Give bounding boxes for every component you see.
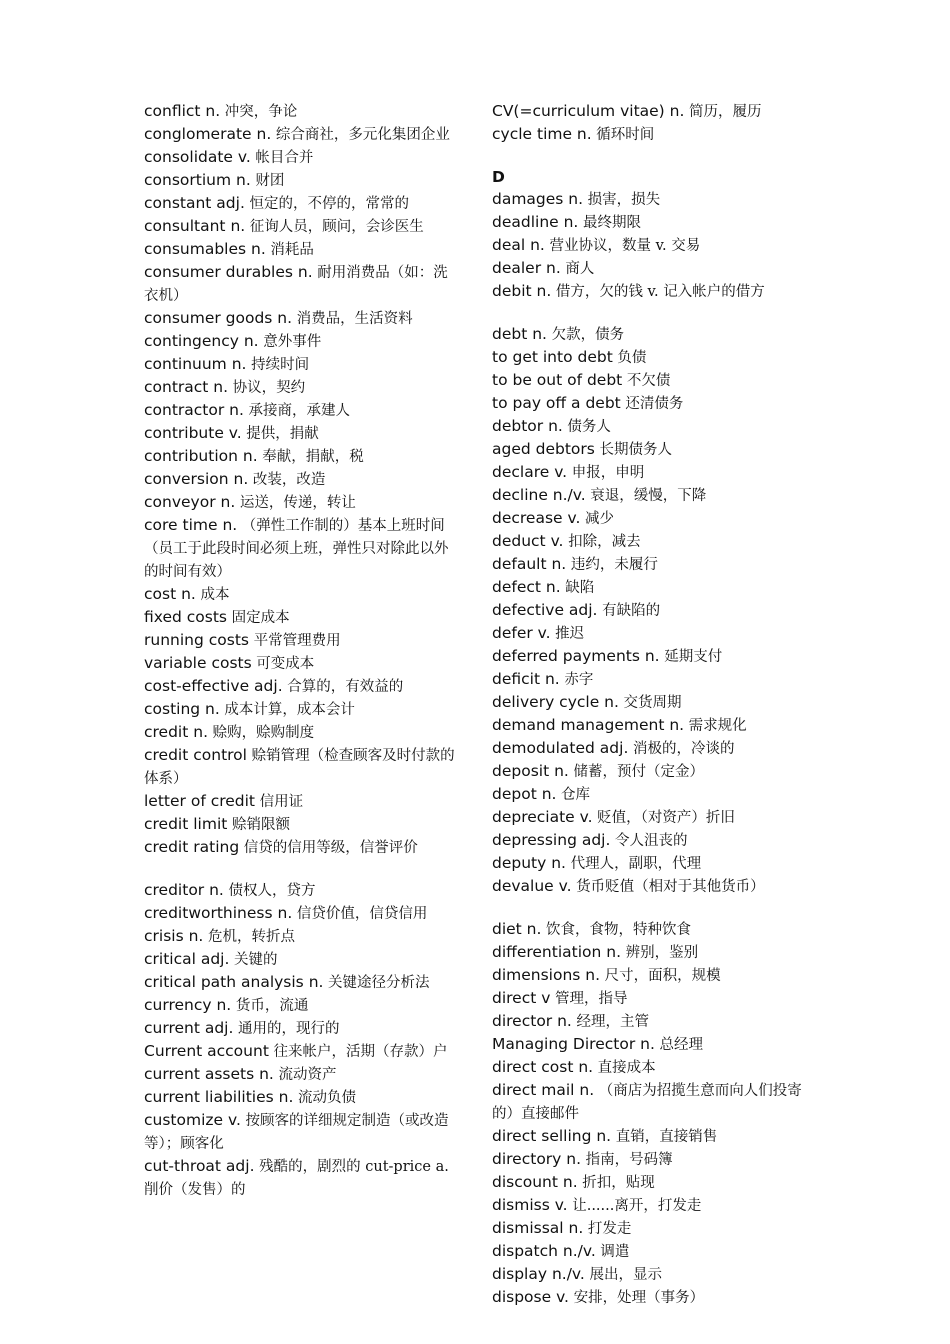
entry-definition: 安排，处理（事务）	[568, 1290, 705, 1306]
entry-definition: 延期支付	[659, 649, 723, 665]
entry-term: consumer durables n.	[144, 263, 313, 281]
entry-term: critical path analysis n.	[144, 973, 324, 991]
entry-term: deputy n.	[492, 854, 566, 872]
entry-term: decrease v.	[492, 509, 581, 527]
entry-term: CV(=curriculum vitae) n.	[492, 102, 685, 120]
glossary-entry	[492, 622, 812, 645]
entry-definition: 赤字	[559, 672, 594, 688]
entry-term: conflict n.	[144, 102, 221, 120]
glossary-entry	[492, 280, 812, 303]
glossary-entry	[492, 918, 812, 941]
glossary-entry	[492, 714, 812, 737]
glossary-entry	[492, 346, 812, 369]
entry-definition: 持续时间	[246, 357, 310, 373]
glossary-entry	[144, 491, 462, 514]
section-heading: D	[492, 168, 505, 186]
glossary-entry	[492, 1033, 812, 1056]
entry-term: deposit n.	[492, 762, 569, 780]
entry-term: differentiation n.	[492, 943, 622, 961]
entry-term: creditor n.	[144, 881, 224, 899]
entry-definition: 展出，显示	[584, 1267, 662, 1283]
entry-term: deadline n.	[492, 213, 579, 231]
glossary-entry	[144, 879, 462, 902]
paragraph-spacer	[492, 303, 812, 323]
entry-definition: 直接成本	[593, 1060, 656, 1076]
glossary-entry	[144, 146, 462, 169]
glossary-entry	[144, 1040, 462, 1063]
glossary-entry	[144, 744, 462, 790]
glossary-entry	[144, 813, 462, 836]
entry-term: deduct v.	[492, 532, 564, 550]
entry-definition: 调遣	[595, 1244, 630, 1260]
glossary-entry	[492, 668, 812, 691]
entry-definition: 帐目合并	[250, 150, 314, 166]
entry-term: constant adj.	[144, 194, 245, 212]
entry-term: creditworthiness n.	[144, 904, 293, 922]
entry-term: contribute v.	[144, 424, 242, 442]
entry-term: deferred payments n.	[492, 647, 660, 665]
glossary-entry	[492, 783, 812, 806]
glossary-entry	[492, 737, 812, 760]
entry-term: customize v.	[144, 1111, 241, 1129]
entry-term: current adj.	[144, 1019, 234, 1037]
entry-term: depressing adj.	[492, 831, 611, 849]
entry-definition: 残酷的，剧烈的 cut-price a. 削价（发售）的	[144, 1159, 449, 1198]
entry-term: consortium n.	[144, 171, 251, 189]
entry-definition: 营业协议，数量 v. 交易	[544, 238, 701, 254]
entry-definition: （商店为招揽生意而向人们投寄的）直接邮件	[492, 1083, 802, 1122]
entry-term: dismiss v.	[492, 1196, 568, 1214]
entry-term: dimensions n.	[492, 966, 601, 984]
entry-definition: 交货周期	[618, 695, 682, 711]
glossary-entry	[144, 123, 462, 146]
entry-definition: 欠款，债务	[546, 327, 625, 343]
entry-definition: 需求规化	[684, 718, 747, 734]
entry-term: declare v.	[492, 463, 568, 481]
entry-term: consultant n.	[144, 217, 246, 235]
entry-term: cycle time n.	[492, 125, 592, 143]
entry-term: consolidate v.	[144, 148, 251, 166]
glossary-entry	[492, 964, 812, 987]
glossary-entry	[492, 323, 812, 346]
entry-definition: 消耗品	[265, 242, 314, 258]
entry-definition: 商人	[560, 261, 595, 277]
glossary-entry	[144, 948, 462, 971]
entry-term: conversion n.	[144, 470, 249, 488]
entry-definition: 固定成本	[227, 610, 290, 626]
entry-term: demodulated adj.	[492, 739, 629, 757]
glossary-entry	[144, 100, 462, 123]
entry-definition: 消极的，冷谈的	[628, 741, 735, 757]
entry-definition: 意外事件	[258, 334, 322, 350]
entry-definition: 打发走	[583, 1221, 632, 1237]
entry-definition: 信贷价值，信贷信用	[292, 906, 428, 922]
entry-definition: 推迟	[550, 626, 585, 642]
glossary-entry	[144, 353, 462, 376]
entry-term: consumables n.	[144, 240, 266, 258]
glossary-entry	[492, 760, 812, 783]
entry-term: dispatch n./v.	[492, 1242, 596, 1260]
glossary-entry	[144, 514, 462, 583]
entry-term: deal n.	[492, 236, 545, 254]
glossary-entry	[492, 806, 812, 829]
left-column	[144, 100, 462, 1201]
entry-definition: 危机，转折点	[203, 929, 295, 945]
entry-definition: 管理，指导	[550, 991, 628, 1007]
entry-definition: 成本计算，成本会计	[219, 702, 355, 718]
entry-term: Current account	[144, 1042, 269, 1060]
entry-definition: 经理，主管	[571, 1014, 649, 1030]
glossary-entry	[492, 941, 812, 964]
entry-term: to be out of debt	[492, 371, 623, 389]
glossary-entry	[144, 721, 462, 744]
glossary-entry	[144, 261, 462, 307]
glossary-entry	[144, 307, 462, 330]
entry-definition: （弹性工作制的）基本上班时间（员工于此段时间必须上班，弹性只对除此以外的时间有效）	[144, 518, 449, 580]
entry-definition: 承接商，承建人	[243, 403, 351, 419]
entry-term: continuum n.	[144, 355, 247, 373]
entry-term: to pay off a debt	[492, 394, 621, 412]
entry-term: demand management n.	[492, 716, 685, 734]
entry-term: depot n.	[492, 785, 557, 803]
entry-definition: 信贷的信用等级，信誉评价	[239, 840, 418, 856]
entry-definition: 综合商社，多元化集团企业	[271, 127, 450, 143]
entry-definition: 饮食，食物，特种饮食	[541, 922, 692, 938]
entry-term: delivery cycle n.	[492, 693, 619, 711]
entry-term: contractor n.	[144, 401, 244, 419]
entry-definition: 赊销管理（检查顾客及时付款的体系）	[144, 748, 455, 787]
glossary-entry	[144, 925, 462, 948]
entry-term: to get into debt	[492, 348, 613, 366]
entry-definition: 仓库	[556, 787, 591, 803]
paragraph-spacer	[492, 898, 812, 918]
glossary-entry	[492, 257, 812, 280]
right-column	[492, 100, 812, 1309]
glossary-entry	[144, 902, 462, 925]
glossary-entry	[492, 829, 812, 852]
entry-definition: 储蓄，预付（定金）	[568, 764, 704, 780]
entry-term: diet n.	[492, 920, 542, 938]
entry-definition: 减少	[580, 511, 615, 527]
entry-definition: 耐用消费品（如：洗衣机）	[144, 265, 448, 304]
entry-definition: 运送，传递，转让	[235, 495, 356, 511]
entry-definition: 合算的，有效益的	[282, 679, 404, 695]
entry-definition: 关键的	[229, 952, 278, 968]
entry-definition: 借方，欠的钱 v. 记入帐户的借方	[551, 284, 765, 300]
glossary-entry	[492, 1079, 812, 1125]
entry-definition: 财团	[250, 173, 285, 189]
entry-definition: 货币，流通	[231, 998, 309, 1014]
glossary-entry	[492, 599, 812, 622]
glossary-entry	[492, 1217, 812, 1240]
glossary-entry	[144, 376, 462, 399]
entry-definition: 赊购，赊购制度	[208, 725, 315, 741]
glossary-entry	[144, 422, 462, 445]
entry-definition: 恒定的，不停的，常常的	[244, 196, 409, 212]
entry-definition: 缺陷	[560, 580, 595, 596]
glossary-entry	[492, 211, 812, 234]
glossary-entry	[492, 1125, 812, 1148]
glossary-entry	[144, 215, 462, 238]
glossary-entry	[144, 606, 462, 629]
entry-definition: 有缺陷的	[597, 603, 661, 619]
glossary-entry	[144, 629, 462, 652]
entry-definition: 奉献，捐献，税	[257, 449, 364, 465]
entry-term: direct selling n.	[492, 1127, 612, 1145]
glossary-entry	[492, 1148, 812, 1171]
glossary-entry	[492, 1171, 812, 1194]
glossary-entry	[492, 553, 812, 576]
entry-definition: 总经理	[654, 1037, 703, 1053]
entry-term: director n.	[492, 1012, 572, 1030]
entry-definition: 改装，改造	[248, 472, 326, 488]
entry-definition: 还清债务	[620, 396, 684, 412]
glossary-entry	[144, 675, 462, 698]
glossary-entry	[144, 1063, 462, 1086]
entry-definition: 贬值，（对资产）折旧	[592, 810, 735, 826]
entry-definition: 直销，直接销售	[611, 1129, 718, 1145]
entry-definition: 辨别，鉴别	[621, 945, 699, 961]
entry-definition: 债权人，贷方	[223, 883, 316, 899]
glossary-entry	[492, 1194, 812, 1217]
glossary-entry	[492, 507, 812, 530]
entry-term: aged debtors	[492, 440, 595, 458]
entry-term: contract n.	[144, 378, 229, 396]
glossary-entry	[492, 875, 812, 898]
entry-definition: 负债	[612, 350, 647, 366]
entry-definition: 冲突，争论	[220, 104, 298, 120]
entry-term: cost n.	[144, 585, 196, 603]
entry-term: cost-effective adj.	[144, 677, 283, 695]
glossary-entry	[144, 1109, 462, 1155]
glossary-entry	[492, 691, 812, 714]
glossary-entry	[492, 576, 812, 599]
entry-definition: 关键途径分析法	[323, 975, 430, 991]
entry-term: discount n.	[492, 1173, 578, 1191]
entry-definition: 令人沮丧的	[610, 833, 688, 849]
glossary-entry	[492, 100, 812, 123]
entry-definition: 可变成本	[251, 656, 315, 672]
entry-term: critical adj.	[144, 950, 230, 968]
glossary-entry	[492, 1010, 812, 1033]
entry-term: dismissal n.	[492, 1219, 584, 1237]
entry-definition: 成本	[195, 587, 230, 603]
entry-definition: 指南，号码簿	[581, 1152, 673, 1168]
entry-term: depreciate v.	[492, 808, 593, 826]
entry-term: debt n.	[492, 325, 547, 343]
glossary-entry	[144, 399, 462, 422]
glossary-entry	[492, 188, 812, 211]
entry-definition: 尺寸，面积，规模	[600, 968, 721, 984]
entry-term: credit n.	[144, 723, 208, 741]
entry-term: defective adj.	[492, 601, 598, 619]
glossary-entry	[492, 415, 812, 438]
glossary-entry	[144, 1155, 462, 1201]
entry-definition: 消费品，生活资料	[292, 311, 413, 327]
entry-term: debtor n.	[492, 417, 563, 435]
entry-definition: 最终期限	[578, 215, 641, 231]
glossary-entry	[144, 238, 462, 261]
entry-term: direct v	[492, 989, 551, 1007]
entry-term: default n.	[492, 555, 567, 573]
glossary-entry	[144, 652, 462, 675]
glossary-entry	[492, 1240, 812, 1263]
entry-definition: 流动负债	[293, 1090, 356, 1106]
entry-definition: 违约，未履行	[566, 557, 658, 573]
entry-definition: 让......离开，打发走	[567, 1198, 702, 1214]
entry-definition: 按顾客的详细规定制造（或改造等）；顾客化	[144, 1113, 449, 1152]
entry-term: cut-throat adj.	[144, 1157, 255, 1175]
glossary-entry	[144, 1017, 462, 1040]
entry-definition: 往来帐户，活期（存款）户	[268, 1044, 448, 1060]
glossary-entry	[144, 790, 462, 813]
entry-definition: 衰退，缓慢，下降	[585, 488, 707, 504]
entry-definition: 申报，申明	[567, 465, 645, 481]
entry-definition: 流动资产	[273, 1067, 337, 1083]
entry-term: decline n./v.	[492, 486, 586, 504]
entry-term: currency n.	[144, 996, 232, 1014]
entry-term: directory n.	[492, 1150, 582, 1168]
entry-term: contingency n.	[144, 332, 259, 350]
entry-term: crisis n.	[144, 927, 204, 945]
glossary-entry	[144, 836, 462, 859]
entry-term: running costs	[144, 631, 249, 649]
entry-term: direct mail n.	[492, 1081, 595, 1099]
glossary-entry	[144, 583, 462, 606]
glossary-entry	[492, 438, 812, 461]
entry-term: direct cost n.	[492, 1058, 594, 1076]
entry-definition: 协议，契约	[228, 380, 306, 396]
glossary-entry	[492, 530, 812, 553]
entry-term: fixed costs	[144, 608, 227, 626]
glossary-entry	[144, 192, 462, 215]
glossary-entry	[144, 698, 462, 721]
entry-definition: 折扣，贴现	[577, 1175, 655, 1191]
entry-term: conveyor n.	[144, 493, 236, 511]
entry-term: dispose v.	[492, 1288, 569, 1306]
entry-definition: 赊销限额	[227, 817, 290, 833]
glossary-entry	[144, 169, 462, 192]
entry-definition: 货币贬值（相对于其他货币）	[571, 879, 765, 895]
entry-definition: 平常管理费用	[248, 633, 341, 649]
entry-term: deficit n.	[492, 670, 560, 688]
glossary-entry	[492, 369, 812, 392]
entry-definition: 通用的，现行的	[233, 1021, 340, 1037]
entry-term: display n./v.	[492, 1265, 585, 1283]
glossary-entry	[492, 484, 812, 507]
glossary-entry	[144, 994, 462, 1017]
glossary-entry	[492, 987, 812, 1010]
entry-term: debit n.	[492, 282, 552, 300]
glossary-entry	[144, 445, 462, 468]
entry-term: current liabilities n.	[144, 1088, 294, 1106]
entry-definition: 信用证	[255, 794, 304, 810]
glossary-entry	[492, 461, 812, 484]
glossary-entry	[144, 1086, 462, 1109]
entry-term: contribution n.	[144, 447, 258, 465]
glossary-entry	[492, 852, 812, 875]
entry-definition: 损害，损失	[583, 192, 661, 208]
entry-term: credit control	[144, 746, 247, 764]
entry-term: letter of credit	[144, 792, 256, 810]
entry-definition: 征询人员，顾问，会诊医生	[245, 219, 424, 235]
entry-term: costing n.	[144, 700, 220, 718]
entry-definition: 扣除，减去	[563, 534, 641, 550]
glossary-entry	[144, 330, 462, 353]
glossary-entry	[492, 234, 812, 257]
entry-definition: 长期债务人	[594, 442, 672, 458]
entry-term: variable costs	[144, 654, 252, 672]
entry-definition: 简历，履历	[684, 104, 762, 120]
glossary-entry	[492, 645, 812, 668]
glossary-entry	[492, 123, 812, 146]
glossary-entry	[492, 392, 812, 415]
paragraph-spacer	[144, 859, 462, 879]
entry-term: credit limit	[144, 815, 228, 833]
glossary-entry	[492, 1263, 812, 1286]
entry-definition: 债务人	[562, 419, 611, 435]
entry-term: defect n.	[492, 578, 561, 596]
entry-definition: 循环时间	[591, 127, 655, 143]
glossary-entry	[144, 468, 462, 491]
entry-term: devalue v.	[492, 877, 572, 895]
entry-term: current assets n.	[144, 1065, 274, 1083]
glossary-entry	[492, 1056, 812, 1079]
entry-definition: 代理人，副职，代理	[565, 856, 702, 872]
entry-term: Managing Director n.	[492, 1035, 655, 1053]
entry-term: core time n.	[144, 516, 238, 534]
entry-term: conglomerate n.	[144, 125, 272, 143]
glossary-entry	[144, 971, 462, 994]
entry-term: credit rating	[144, 838, 240, 856]
entry-definition: 提供，捐献	[241, 426, 319, 442]
entry-term: consumer goods n.	[144, 309, 293, 327]
entry-term: damages n.	[492, 190, 584, 208]
entry-definition: 不欠债	[622, 373, 671, 389]
glossary-entry	[492, 1286, 812, 1309]
entry-term: dealer n.	[492, 259, 561, 277]
entry-term: defer v.	[492, 624, 551, 642]
